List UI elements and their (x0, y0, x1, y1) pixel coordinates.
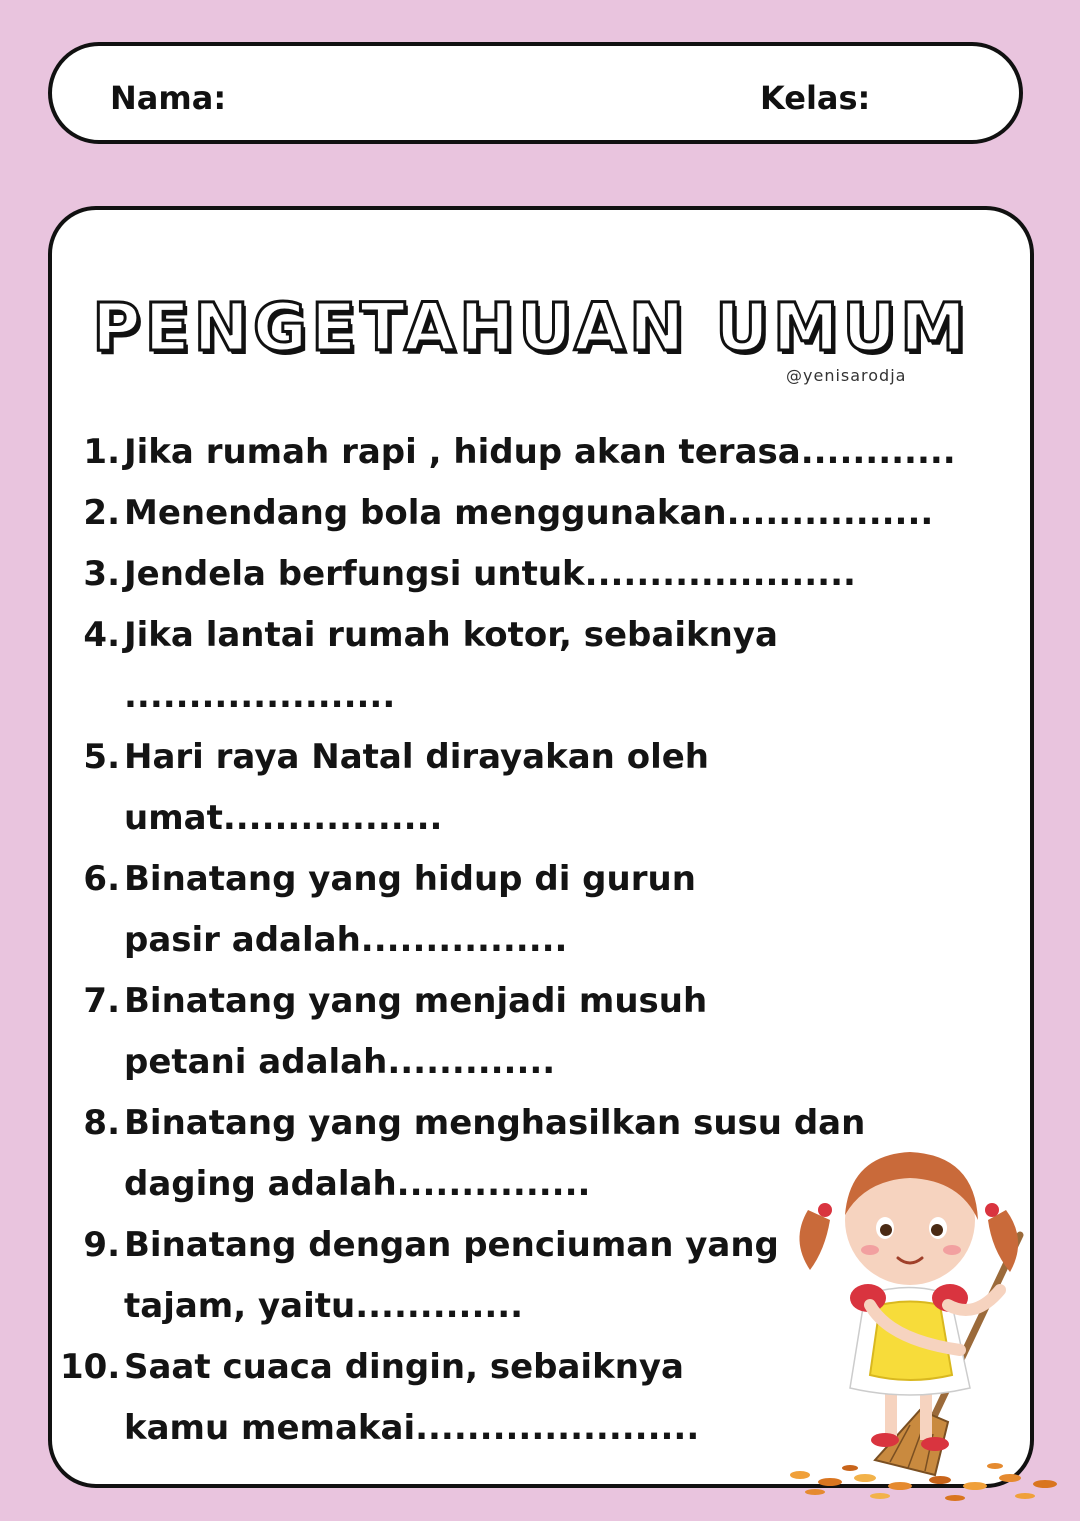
question-text: Hari raya Natal dirayakan oleh umat................. (124, 737, 709, 838)
question-number: 3. (83, 554, 120, 594)
class-field-label[interactable]: Kelas: (760, 79, 871, 117)
question-text: Binatang yang menghasilkan susu dan daging adalah............... (124, 1103, 866, 1204)
question-text: Jika lantai rumah kotor, sebaiknya ..................... (124, 615, 778, 716)
question-number: 6. (83, 859, 120, 899)
question-text: Jika rumah rapi , hidup akan terasa............ (124, 432, 956, 472)
question-item (60, 849, 1000, 971)
question-text: Binatang dengan penciuman yang tajam, yaitu............. (124, 1225, 779, 1326)
question-number: 4. (83, 615, 120, 655)
name-field-label[interactable]: Nama: (110, 79, 227, 117)
question-number: 9. (83, 1225, 120, 1265)
question-number: 8. (83, 1103, 120, 1143)
question-item (60, 727, 1000, 849)
worksheet-title: PENGETAHUAN UMUM (92, 289, 970, 366)
author-credit: @yenisarodja (786, 366, 907, 385)
question-number: 5. (83, 737, 120, 777)
question-number: 2. (83, 493, 120, 533)
question-item (60, 605, 1000, 727)
question-item (60, 544, 1000, 605)
question-text: Menendang bola menggunakan................ (124, 493, 934, 533)
question-number: 1. (83, 432, 120, 472)
question-number: 10. (60, 1347, 121, 1387)
question-number: 7. (83, 981, 120, 1021)
question-item (60, 483, 1000, 544)
question-text: Binatang yang hidup di gurun pasir adalah................ (124, 859, 696, 960)
girl-sweeping-leaves-icon (770, 1140, 1070, 1520)
question-item (60, 971, 1000, 1093)
question-text: Binatang yang menjadi musuh petani adalah............. (124, 981, 708, 1082)
question-text: Saat cuaca dingin, sebaiknya kamu memakai...................... (124, 1347, 700, 1448)
question-item (60, 422, 1000, 483)
question-text: Jendela berfungsi untuk..................... (124, 554, 856, 594)
student-info-box (48, 42, 1023, 144)
